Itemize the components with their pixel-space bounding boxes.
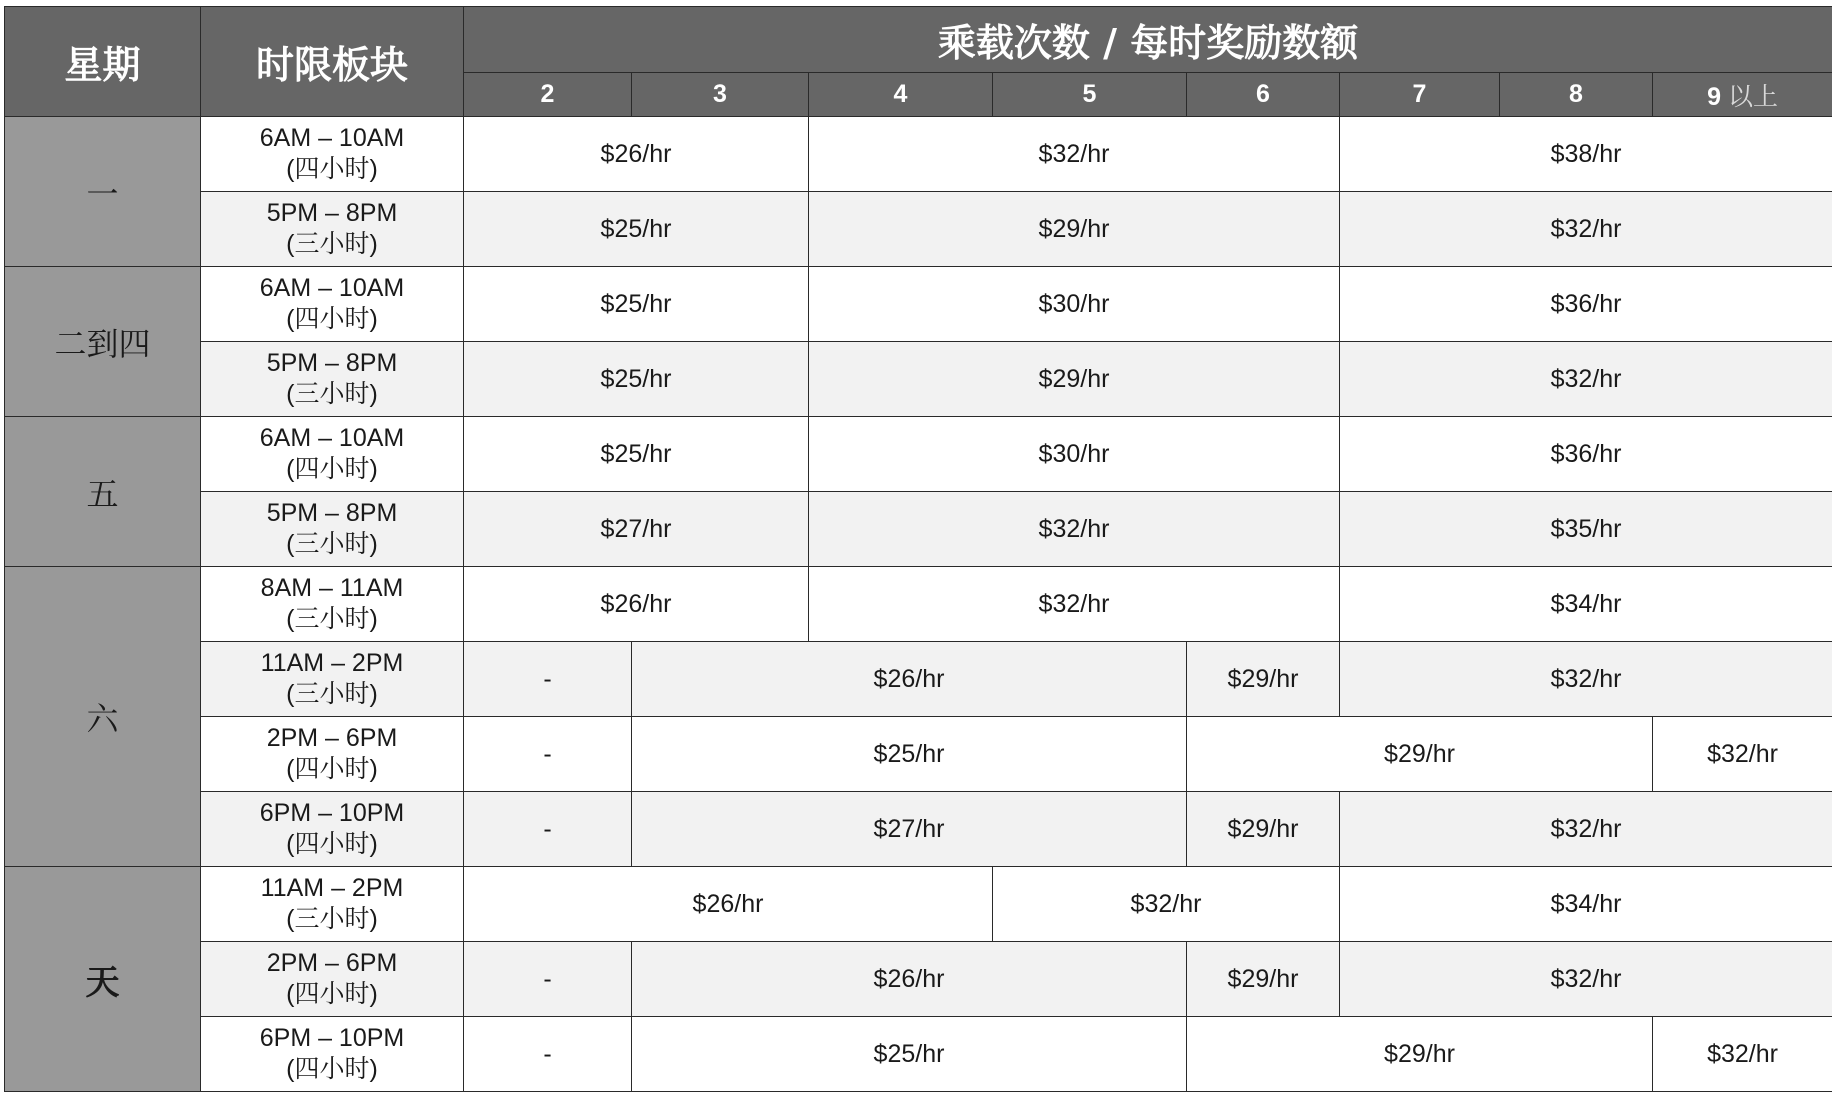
time-range: 11AM – 2PM: [260, 649, 404, 677]
time-duration: (三小时): [286, 605, 378, 633]
rate-cell: $25/hr: [464, 267, 809, 342]
rate-cell: $29/hr: [1187, 1017, 1653, 1092]
rate-cell: $26/hr: [464, 867, 993, 942]
rate-cell: $29/hr: [1187, 642, 1340, 717]
time-range: 11AM – 2PM: [260, 874, 404, 902]
rate-cell: $27/hr: [632, 792, 1187, 867]
rate-cell: $34/hr: [1340, 867, 1832, 942]
rate-cell: -: [464, 642, 632, 717]
rate-cell: $32/hr: [1340, 192, 1832, 267]
time-duration: (四小时): [286, 755, 378, 783]
ride-count-suffix: 以上: [1721, 82, 1778, 111]
rate-cell: $25/hr: [464, 342, 809, 417]
time-slot-cell: [201, 1017, 464, 1092]
rate-cell: $32/hr: [1653, 1017, 1832, 1092]
ride-count-header: 3: [632, 73, 809, 117]
rate-cell: $32/hr: [1340, 792, 1832, 867]
time-duration: (四小时): [286, 305, 378, 333]
time-duration: (三小时): [286, 680, 378, 708]
header-row-top: [5, 7, 1832, 73]
ride-count-header: 6: [1187, 73, 1340, 117]
time-slot-cell: [201, 492, 464, 567]
rate-cell: $30/hr: [809, 417, 1340, 492]
time-range: 5PM – 8PM: [266, 349, 398, 377]
ride-count-header: 5: [993, 73, 1187, 117]
rate-cell: $32/hr: [1653, 717, 1832, 792]
ride-count-last: 9: [1707, 82, 1722, 111]
time-slot-cell: [201, 417, 464, 492]
rate-cell: -: [464, 942, 632, 1017]
time-range: 2PM – 6PM: [266, 949, 398, 977]
rate-cell: $36/hr: [1340, 417, 1832, 492]
rate-cell: $29/hr: [809, 342, 1340, 417]
rate-cell: $32/hr: [1340, 942, 1832, 1017]
time-range: 5PM – 8PM: [266, 499, 398, 527]
table-row: [5, 867, 1832, 942]
table-row: [5, 192, 1832, 267]
rate-cell: $38/hr: [1340, 117, 1832, 192]
rate-cell: $27/hr: [464, 492, 809, 567]
time-range: 6AM – 10AM: [259, 124, 405, 152]
table-row: [5, 417, 1832, 492]
time-range: 6AM – 10AM: [259, 424, 405, 452]
rate-cell: $32/hr: [993, 867, 1340, 942]
time-slot-cell: [201, 942, 464, 1017]
time-slot-cell: [201, 717, 464, 792]
rate-cell: $34/hr: [1340, 567, 1832, 642]
rate-cell: $25/hr: [464, 192, 809, 267]
time-slot-cell: [201, 192, 464, 267]
time-slot-cell: [201, 867, 464, 942]
time-range: 6AM – 10AM: [259, 274, 405, 302]
rate-cell: -: [464, 1017, 632, 1092]
rate-cell: $32/hr: [809, 567, 1340, 642]
table-row: [5, 642, 1832, 717]
time-slot-cell: [201, 117, 464, 192]
table-row: [5, 942, 1832, 1017]
day-label: 二到四: [5, 267, 201, 417]
table-row: [5, 117, 1832, 192]
time-duration: (三小时): [286, 530, 378, 558]
time-duration: (四小时): [286, 455, 378, 483]
rate-cell: $29/hr: [1187, 717, 1653, 792]
table-row: [5, 1017, 1832, 1092]
rate-cell: $26/hr: [464, 117, 809, 192]
rate-cell: $26/hr: [632, 642, 1187, 717]
rate-cell: $25/hr: [632, 1017, 1187, 1092]
table-row: [5, 567, 1832, 642]
table-row: [5, 267, 1832, 342]
time-slot-cell: [201, 567, 464, 642]
rate-cell: $32/hr: [809, 492, 1340, 567]
ride-count-header-last: [1653, 73, 1832, 117]
rate-cell: $32/hr: [809, 117, 1340, 192]
time-duration: (三小时): [286, 380, 378, 408]
day-label: 六: [5, 567, 201, 867]
rate-cell: $25/hr: [632, 717, 1187, 792]
time-slot-cell: [201, 642, 464, 717]
rate-cell: $36/hr: [1340, 267, 1832, 342]
time-range: 6PM – 10PM: [259, 799, 405, 827]
ride-count-header: 8: [1500, 73, 1653, 117]
time-range: 2PM – 6PM: [266, 724, 398, 752]
ride-count-header: 2: [464, 73, 632, 117]
time-range: 6PM – 10PM: [259, 1024, 405, 1052]
time-duration: (四小时): [286, 1055, 378, 1083]
rate-cell: $32/hr: [1340, 342, 1832, 417]
day-label: 天: [5, 867, 201, 1092]
ride-count-header: 7: [1340, 73, 1500, 117]
table-body: [5, 117, 1832, 1092]
table-row: [5, 342, 1832, 417]
rate-cell: $26/hr: [464, 567, 809, 642]
rides-title-header: 乘载次数 / 每时奖励数额: [464, 7, 1832, 73]
time-duration: (四小时): [286, 830, 378, 858]
time-column-header: 时限板块: [201, 7, 464, 117]
time-duration: (四小时): [286, 155, 378, 183]
rate-cell: $32/hr: [1340, 642, 1832, 717]
time-range: 8AM – 11AM: [260, 574, 404, 602]
time-duration: (四小时): [286, 980, 378, 1008]
day-label: 五: [5, 417, 201, 567]
rate-cell: $29/hr: [1187, 942, 1340, 1017]
rate-cell: $30/hr: [809, 267, 1340, 342]
day-label: 一: [5, 117, 201, 267]
time-slot-cell: [201, 792, 464, 867]
day-column-header: 星期: [5, 7, 201, 117]
rate-cell: $25/hr: [464, 417, 809, 492]
ride-count-header: 4: [809, 73, 993, 117]
time-duration: (三小时): [286, 230, 378, 258]
time-slot-cell: [201, 342, 464, 417]
time-duration: (三小时): [286, 905, 378, 933]
table-row: [5, 717, 1832, 792]
rate-cell: -: [464, 717, 632, 792]
table-row: [5, 492, 1832, 567]
time-range: 5PM – 8PM: [266, 199, 398, 227]
rate-cell: $29/hr: [809, 192, 1340, 267]
rate-cell: $29/hr: [1187, 792, 1340, 867]
incentive-rate-table: [4, 6, 1832, 1092]
table-row: [5, 792, 1832, 867]
rate-cell: -: [464, 792, 632, 867]
rate-cell: $35/hr: [1340, 492, 1832, 567]
time-slot-cell: [201, 267, 464, 342]
rate-cell: $26/hr: [632, 942, 1187, 1017]
